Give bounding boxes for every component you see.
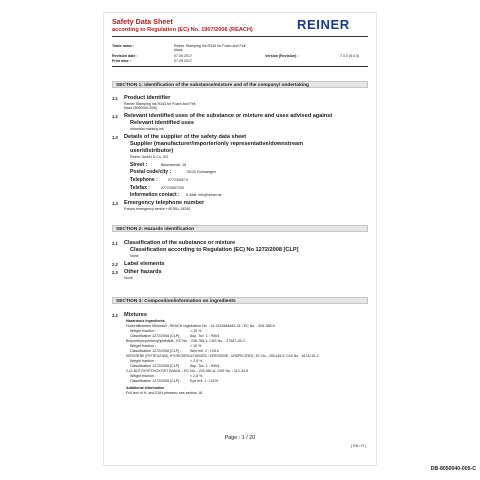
ingredient-1-class-label: Classification 1272/2008 [CLP] : — [130, 334, 182, 338]
version-label: Version (Revision) : — [265, 54, 299, 58]
s12-subtitle: Relevant identified uses — [130, 120, 195, 126]
ingredient-4-class-label: Classification 1272/2008 [CLP] : — [130, 379, 182, 383]
trade-name-value: Reiner Stamping Ink R343 for Foam and Felt — [174, 44, 246, 48]
trade-name-label: Trade name : — [112, 44, 135, 48]
s21-subtitle: Classification according to Regulation (EC) No 1272/2008 [CLP] — [130, 247, 299, 253]
ingredient-1-name: Hochraffiniertes Mineralöl ; REACH registration No. : 01-2119484843-41 ; EC No. : 926-368-6 — [126, 324, 275, 328]
additional-information-text: Full text of H- and EUH-phrases: see section 16. — [126, 391, 204, 395]
information-contact-label: Information contact : — [130, 192, 180, 198]
document-number: DB-8050040-005-C — [430, 466, 476, 472]
s22-title: Label elements — [124, 261, 165, 267]
section-2-header — [112, 225, 368, 232]
header-divider — [112, 36, 368, 37]
version-value: 7.0.0 (6.0.0) — [340, 54, 360, 58]
ingredient-1-class-value: Asp. Tox. 1 ; H304 — [190, 334, 220, 338]
print-date-label: Print date : — [112, 59, 131, 63]
s11-line-1: Reiner Stamping Ink R343 for Foam and Felt — [124, 102, 196, 106]
ingredient-3-weight-value: < 2,5 % — [190, 359, 203, 363]
s23-title: Other hazards — [124, 269, 162, 275]
s32-number: 3.2 — [112, 313, 118, 318]
telefax-label: Telefax : — [130, 185, 150, 191]
s14-title: Emergency telephone number — [124, 200, 205, 206]
postal-value: 78120 Furtwangen — [186, 170, 216, 174]
s12-text: Industrial marking ink — [130, 127, 164, 131]
revision-date-label: Revision date : — [112, 54, 138, 58]
ingredient-2-class-label: Classification 1272/2008 [CLP] : — [130, 349, 182, 353]
section-3-title: SECTION 3: Composition/information on ingredients — [116, 298, 236, 304]
s11-line-2: black (8050040-005) — [124, 106, 157, 110]
s12-title: Relevant identified uses of the substance or mixture and uses advised against — [124, 113, 333, 119]
s12-number: 1.2 — [112, 114, 118, 119]
s11-number: 1.1 — [112, 96, 118, 101]
ingredient-4-name: 2-(2-BUTOXYETHOXY)ETHANOL ; EC No. : 203-961-6; CAS No. : 112-34-5 — [126, 369, 249, 373]
ingredient-2-class-value: Skin Irrit. 2 ; H315 — [190, 349, 219, 353]
s21-text: None — [130, 254, 139, 258]
section-1-title: SECTION 1: Identification of the substance/mixture and of the company/ undertaking — [116, 82, 309, 88]
s13-title: Details of the supplier of the safety data sheet — [124, 134, 247, 140]
ingredient-4-weight-label: Weight fraction : — [130, 374, 156, 378]
ingredient-3-weight-label: Weight fraction : — [130, 359, 156, 363]
ingredient-3-name: KEROSENE (PETROLEUM), HYDRODESULFURIZED / KEROSENE - UNSPECIFIED ; EC No. : 265-184-9; CAS No. : 64742-81-0 — [126, 354, 319, 358]
s23-number: 2.3 — [112, 270, 118, 275]
meta-divider — [112, 66, 368, 67]
ingredient-4-class-value: Eye Irrit. 2 ; H319 — [190, 379, 218, 383]
telephone-label: Telephone : — [130, 177, 158, 183]
s23-text: None — [124, 276, 133, 280]
street-label: Street : — [130, 162, 148, 168]
ingredient-1-weight-value: < 15 % — [190, 329, 202, 333]
ingredient-3-class-label: Classification 1272/2008 [CLP] : — [130, 364, 182, 368]
document-subtitle: according to Regulation (EC) No. 1907/2006 (REACH) — [112, 27, 253, 33]
s13-subtitle-2: user/distributor) — [130, 148, 174, 154]
s14-number: 1.4 — [112, 201, 118, 206]
section-2-title: SECTION 2: Hazards identification — [116, 226, 195, 232]
section-1-header — [112, 81, 368, 88]
s14-text: Poison emergency centre +49-551-19240 — [124, 207, 191, 211]
sds-page — [104, 13, 376, 465]
reiner-logo: REINER — [297, 17, 350, 32]
s22-number: 2.2 — [112, 262, 118, 267]
s13-subtitle-1: Supplier (manufacturer/importer/only representative/downstream — [130, 141, 304, 147]
street-value: Baumannstr. 16 — [161, 163, 187, 167]
s13-number: 1.3 — [112, 135, 118, 140]
additional-information-label: Additional information — [126, 386, 165, 390]
trade-name-value-2: black — [174, 48, 183, 52]
postal-label: Postal code/city : — [130, 169, 172, 175]
print-date-value: 07.09.2017 — [174, 59, 192, 63]
revision-date-value: 07.09.2017 — [174, 54, 192, 58]
s32-title: Mixtures — [124, 312, 148, 318]
ingredient-1-weight-label: Weight fraction : — [130, 329, 156, 333]
s21-title: Classification of the substance or mixture — [124, 240, 236, 246]
hazardous-ingredients-label: Hazardous ingredients — [126, 319, 165, 323]
telephone-value: 07723/657-0 — [168, 178, 189, 182]
section-3-header — [112, 297, 368, 304]
document-title: Safety Data Sheet — [112, 17, 173, 26]
ingredient-4-weight-value: < 2,5 % — [190, 374, 203, 378]
ingredient-3-class-value: Asp. Tox. 1 ; H304 — [190, 364, 220, 368]
telefax-value: 07723/657200 — [161, 186, 184, 190]
ingredient-2-weight-label: Weight fraction : — [130, 344, 156, 348]
ingredient-2-weight-value: < 10 % — [190, 344, 202, 348]
s13-company: Reiner GmbH & Co. KG — [130, 155, 169, 159]
s21-number: 2.1 — [112, 241, 118, 246]
language-reference: ( EN / D ) — [351, 444, 366, 448]
information-contact-value[interactable]: E-Mail: info@reiner.de — [186, 193, 222, 197]
s11-title: Product identifier — [124, 95, 171, 101]
ingredient-2-name: Bis(methylcyclohexyl)phthalat ; EC No. : 248-765-1; CAS No. : 27987-25-3 — [126, 339, 245, 343]
page-number: Page : 1 / 20 — [224, 435, 256, 441]
